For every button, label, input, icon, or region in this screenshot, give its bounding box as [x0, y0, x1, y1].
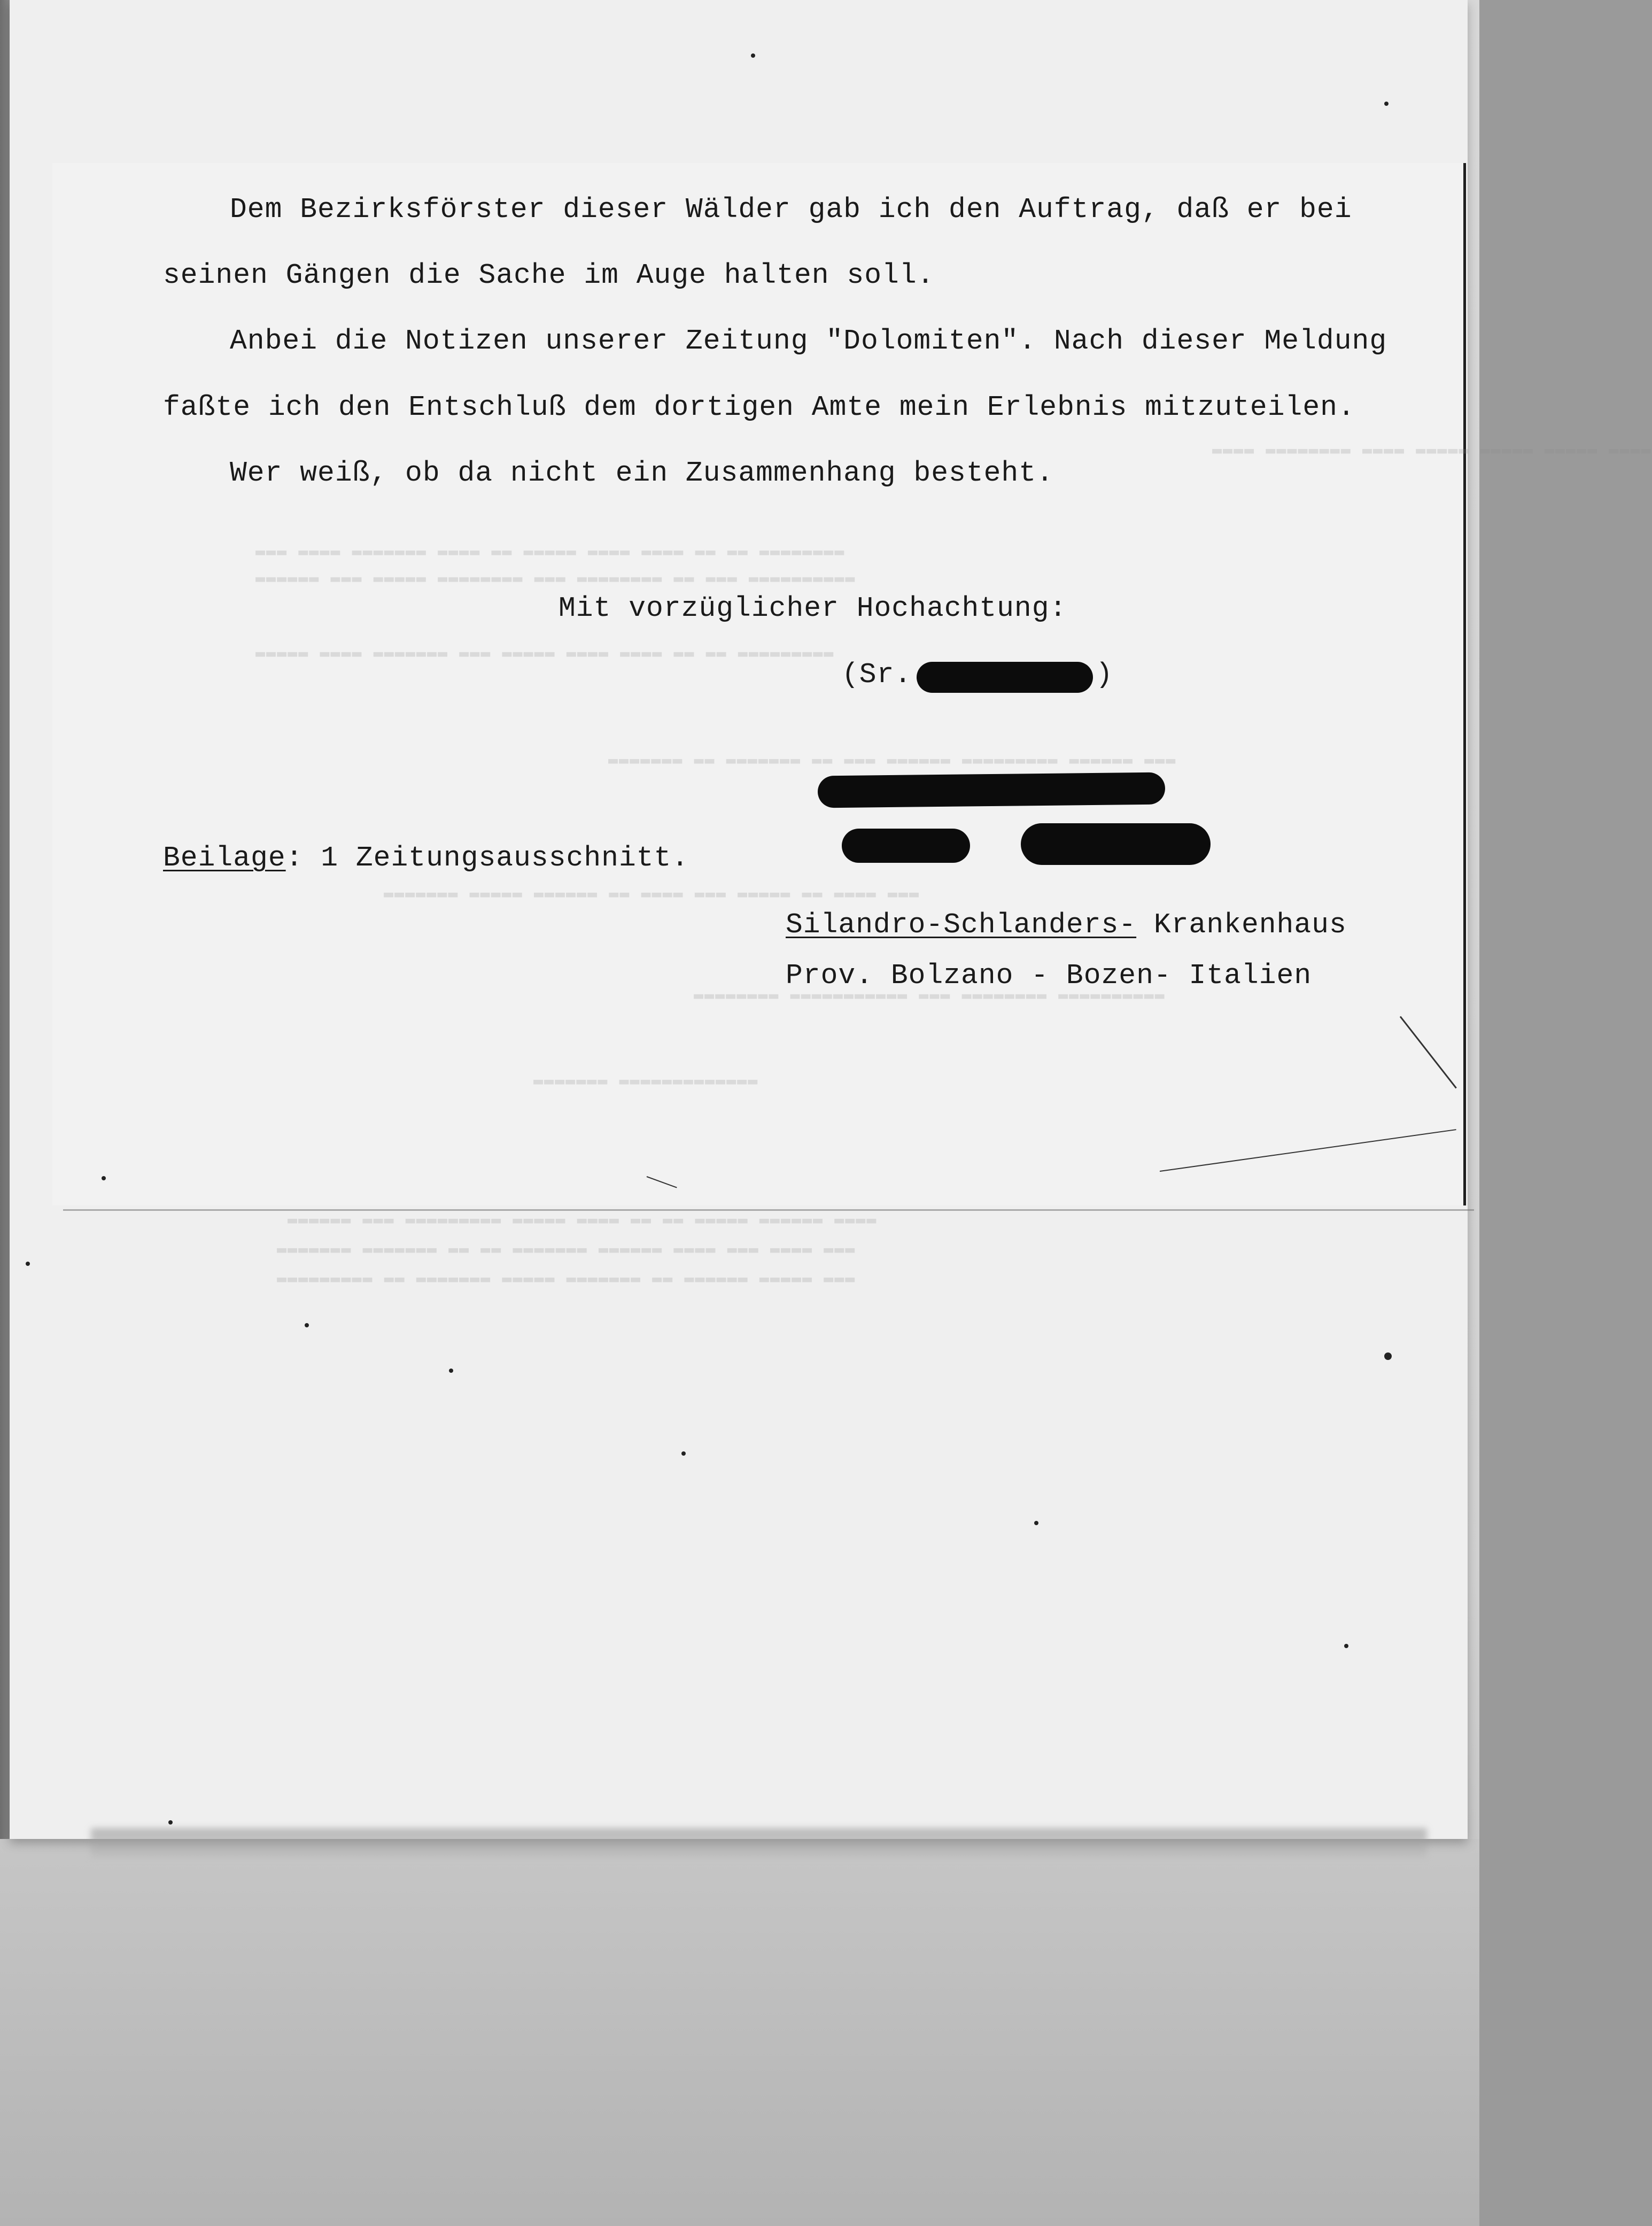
scan-speck — [1344, 1644, 1348, 1648]
scan-speck — [751, 53, 755, 58]
enclosure-text: : 1 Zeitungsausschnitt. — [285, 842, 689, 874]
bleed-through-text: ▬▬▬▬▬▬ ▬▬▬ ▬▬▬▬▬▬▬▬▬ ▬▬▬▬▬ ▬▬▬▬ ▬▬ ▬▬ ▬▬▬▬▬ ▬▬▬▬▬▬ ▬▬▬▬ — [288, 1211, 878, 1230]
address-town: Silandro-Schlanders- — [786, 909, 1137, 941]
scan-speck — [102, 1176, 106, 1180]
closing-salutation: Mit vorzüglicher Hochachtung: — [559, 592, 1067, 624]
paragraph1-line1: Dem Bezirksförster dieser Wälder gab ich den Auftrag, daß er bei — [230, 194, 1352, 226]
address-institution: Krankenhaus — [1136, 909, 1347, 941]
scan-speck — [1034, 1521, 1038, 1525]
signature-close: ) — [1096, 659, 1113, 691]
bleed-through-text: ▬▬▬ ▬▬▬▬ ▬▬▬▬▬▬▬ ▬▬▬▬ ▬▬ ▬▬▬▬▬ ▬▬▬▬ ▬▬▬▬ ▬▬ ▬▬ ▬▬▬▬▬▬▬▬ — [255, 543, 846, 561]
bleed-through-text: ▬▬▬▬▬▬▬ ▬▬▬▬▬ ▬▬▬▬▬▬ ▬▬ ▬▬▬▬ ▬▬▬ ▬▬▬▬▬ ▬▬ ▬▬▬▬ ▬▬▬ — [384, 885, 920, 903]
bleed-through-text: ▬▬▬▬▬ ▬▬▬▬ ▬▬▬▬▬▬▬ ▬▬▬ ▬▬▬▬▬ ▬▬▬▬ ▬▬▬▬ ▬▬ ▬▬ ▬▬▬▬▬▬▬▬▬ — [255, 644, 835, 663]
address-line2: Prov. Bolzano - Bozen- Italien — [786, 960, 1312, 992]
enclosure-label: Beilage — [163, 842, 286, 874]
bleed-through-text: ▬▬▬▬▬▬▬ ▬▬▬▬▬▬▬▬▬▬▬▬▬ — [533, 1072, 759, 1091]
paragraph2-line1: Anbei die Notizen unserer Zeitung "Dolomiten". Nach dieser Meldung — [230, 325, 1387, 357]
signature-open: (Sr. — [842, 659, 912, 691]
scan-speck — [168, 1820, 173, 1825]
paragraph3: Wer weiß, ob da nicht ein Zusammenhang besteht. — [230, 457, 1054, 489]
bleed-through-text: ▬▬▬▬▬▬▬ ▬▬ ▬▬▬▬▬▬▬ ▬▬ ▬▬▬ ▬▬▬▬▬▬ ▬▬▬▬▬▬▬▬▬ ▬▬▬▬▬▬ ▬▬▬ — [608, 751, 1177, 770]
scan-speck — [1384, 102, 1389, 106]
bleed-through-text: ▬▬▬▬ ▬▬▬▬▬▬▬▬ ▬▬▬▬ ▬▬▬▬▬ ▬▬▬▬▬ ▬▬▬▬▬ ▬▬▬▬ — [1212, 441, 1652, 460]
redaction-sender-line2b — [1021, 823, 1211, 865]
sheet-shadow — [91, 1828, 1427, 1858]
address-line1 — [786, 909, 1347, 941]
bleed-through-text: ▬▬▬▬▬▬▬▬ ▬▬▬▬▬▬▬▬▬▬▬ ▬▬▬ ▬▬▬▬▬▬▬▬ ▬▬▬▬▬▬▬▬▬▬ — [694, 986, 1166, 1005]
redaction-signature-name — [917, 662, 1093, 693]
background-area — [0, 1839, 1479, 2226]
scan-speck — [1384, 1352, 1392, 1360]
scan-speck — [449, 1369, 453, 1373]
scan-speck — [26, 1262, 30, 1266]
scan-speck — [305, 1323, 309, 1327]
bleed-through-text: ▬▬▬▬▬▬▬ ▬▬▬▬▬▬▬ ▬▬ ▬▬ ▬▬▬▬▬▬▬ ▬▬▬▬▬▬ ▬▬▬▬ ▬▬▬ ▬▬▬▬ ▬▬▬ — [277, 1240, 856, 1259]
paragraph2-line2: faßte ich den Entschluß dem dortigen Amte mein Erlebnis mitzuteilen. — [163, 391, 1355, 423]
enclosure-note — [163, 842, 689, 874]
paragraph1-line2: seinen Gängen die Sache im Auge halten soll. — [163, 259, 935, 291]
bleed-through-text: ▬▬▬▬▬▬ ▬▬▬ ▬▬▬▬▬ ▬▬▬▬▬▬▬▬ ▬▬▬ ▬▬▬▬▬▬▬▬ ▬▬ ▬▬▬ ▬▬▬▬▬▬▬▬▬▬ — [255, 569, 856, 588]
letter-page — [52, 163, 1652, 1205]
redaction-sender-line1 — [818, 772, 1166, 808]
redaction-sender-line2a — [842, 829, 970, 863]
scan-speck — [681, 1451, 686, 1456]
bleed-through-text: ▬▬▬▬▬▬▬▬▬ ▬▬ ▬▬▬▬▬▬▬ ▬▬▬▬▬ ▬▬▬▬▬▬▬ ▬▬ ▬▬▬▬▬▬ ▬▬▬▬▬ ▬▬▬ — [277, 1270, 856, 1288]
